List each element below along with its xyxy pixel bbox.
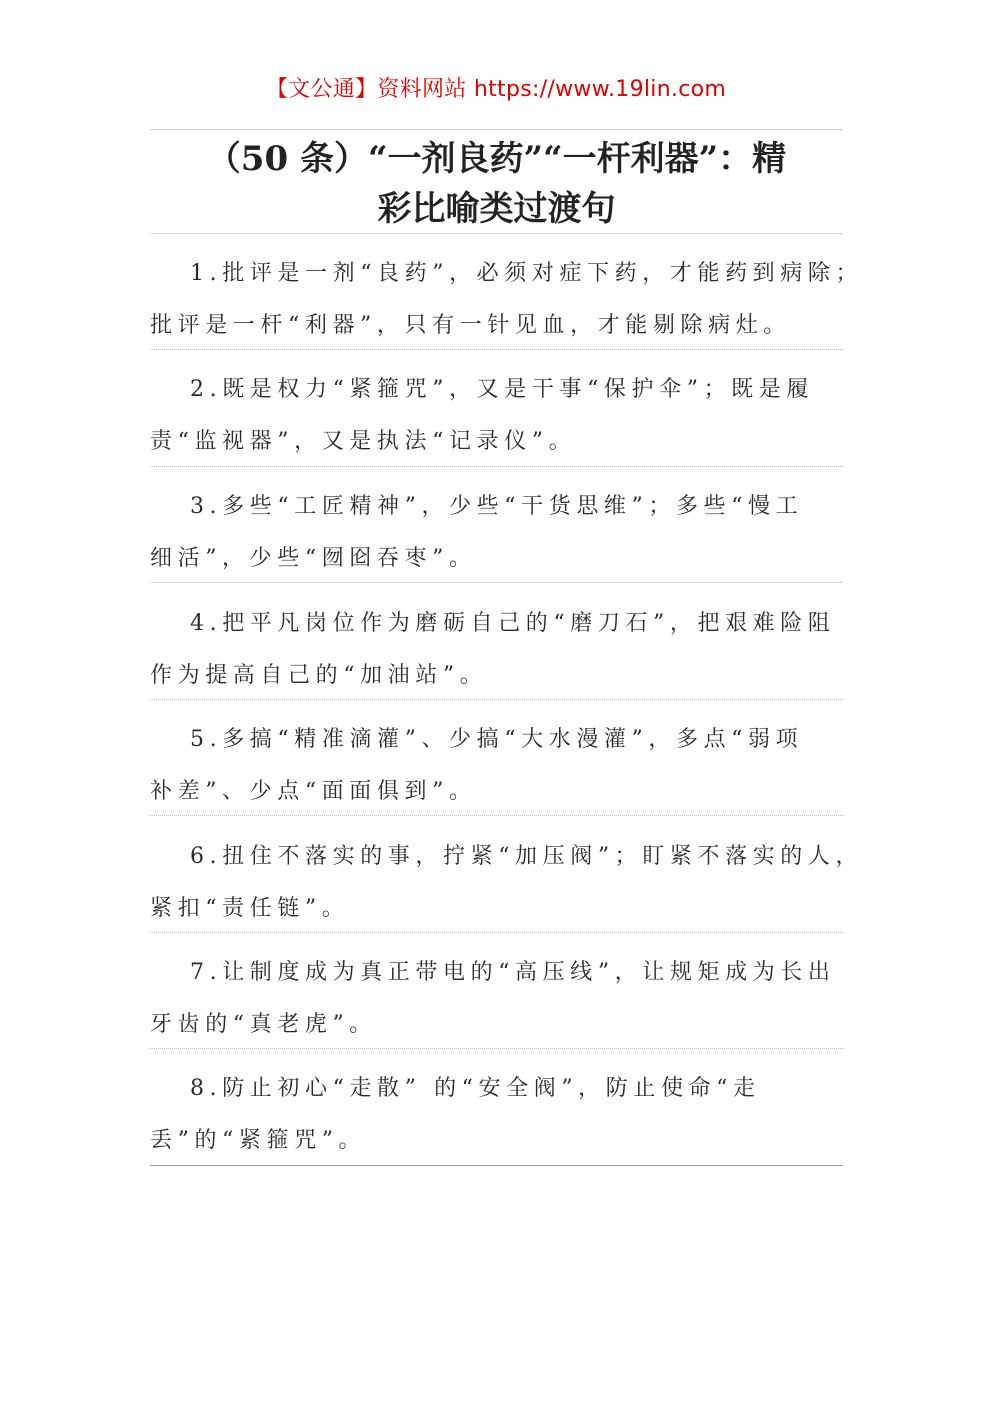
item-divider	[150, 699, 843, 700]
closing-divider	[150, 1165, 843, 1166]
list-item-5-line-1: 5.多搞“精准滴灌”、少搞“大水漫灌”，多点“弱项	[190, 727, 804, 752]
list-item-7-line-2: 牙齿的“真老虎”。	[150, 1012, 377, 1037]
site-header: 【文公通】资料网站 https://www.19lin.com	[265, 77, 727, 102]
list-item-8-line-1: 8.防止初心“走散” 的“安全阀”，防止使命“走	[190, 1076, 761, 1101]
list-item-5	[150, 714, 850, 818]
item-divider	[150, 582, 843, 583]
title-top-divider	[150, 129, 843, 130]
document-title	[150, 134, 843, 234]
list-item-4-line-1: 4.把平凡岗位作为磨砺自己的“磨刀石”，把艰难险阻	[190, 611, 836, 636]
list-item-2-line-1: 2.既是权力“紧箍咒”，又是干事“保护伞”；既是履	[190, 377, 814, 402]
item-divider	[150, 932, 843, 933]
title-line-1: （50 条）“一剂良药”“一杆利器”：精	[206, 139, 787, 179]
list-item-6-line-1: 6.扭住不落实的事，拧紧“加压阀”；盯紧不落实的人，	[190, 844, 864, 869]
list-item-5-line-2: 补差”、少点“面面俱到”。	[150, 779, 477, 804]
list-item-7-line-1: 7.让制度成为真正带电的“高压线”，让规矩成为长出	[190, 960, 836, 985]
list-item-1	[150, 248, 864, 352]
list-item-3	[150, 481, 850, 585]
item-divider	[150, 815, 843, 816]
item-divider	[150, 349, 843, 350]
list-item-4	[150, 598, 850, 702]
title-bottom-divider	[150, 233, 843, 234]
list-item-8	[150, 1063, 850, 1167]
list-item-3-line-1: 3.多些“工匠精神”，少些“干货思维”；多些“慢工	[190, 494, 804, 519]
list-item-2-line-2: 责“监视器”，又是执法“记录仪”。	[150, 429, 577, 454]
list-item-6	[150, 831, 864, 935]
title-line-2: 彩比喻类过渡句	[377, 189, 616, 229]
list-item-2	[150, 364, 850, 468]
list-item-4-line-2: 作为提高自己的“加油站”。	[150, 663, 488, 688]
item-divider	[150, 1048, 843, 1049]
list-item-8-line-2: 丢”的“紧箍咒”。	[150, 1128, 367, 1153]
list-item-1-line-2: 批评是一杆“利器”，只有一针见血，才能剔除病灶。	[150, 313, 791, 338]
list-item-1-line-1: 1.批评是一剂“良药”，必须对症下药，才能药到病除；	[190, 261, 864, 286]
list-item-7	[150, 947, 850, 1051]
list-item-6-line-2: 紧扣“责任链”。	[150, 896, 350, 921]
item-divider	[150, 466, 843, 467]
list-item-3-line-2: 细活”，少些“囫囵吞枣”。	[150, 546, 477, 571]
